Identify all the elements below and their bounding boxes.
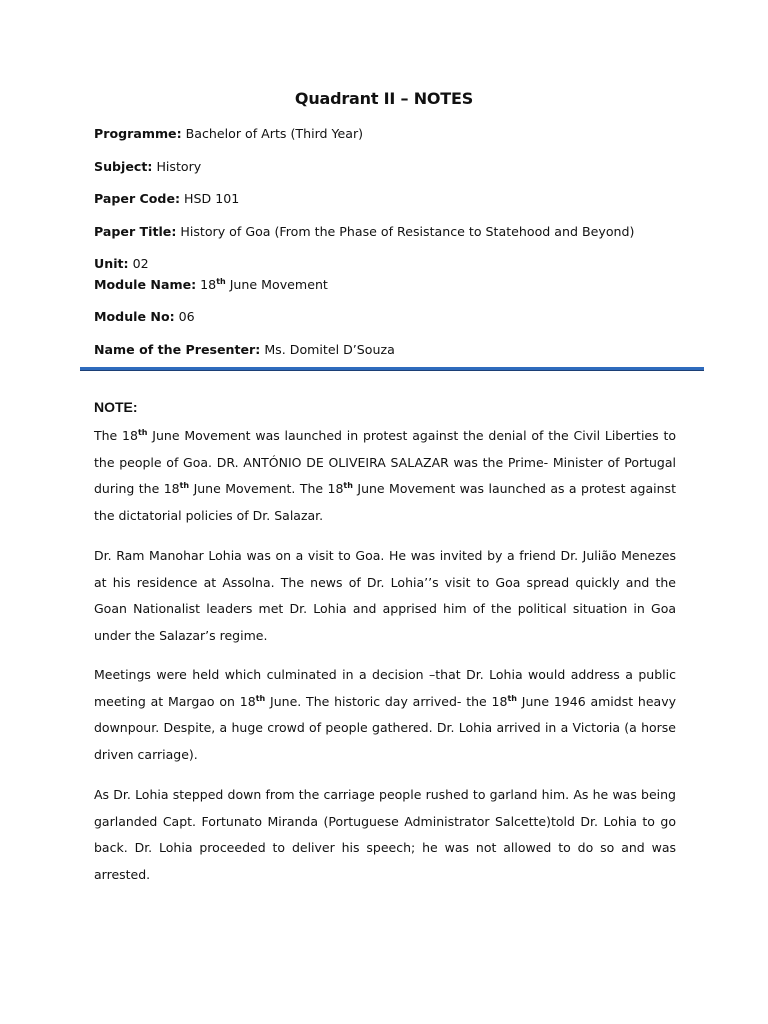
unit-value: 02 bbox=[128, 256, 149, 271]
paragraph-3-part-c: June 1946 amidst heavy downpour. Despite, a huge crowd of people gathered. Dr. Lohia arrived in a Victoria (a horse driven carriage). bbox=[94, 693, 676, 763]
paper-title-field bbox=[94, 224, 634, 239]
paragraph-1-part-c: June Movement. The 18 bbox=[189, 481, 344, 497]
programme-label: Programme: bbox=[94, 126, 182, 141]
subject-label: Subject: bbox=[94, 159, 153, 174]
paragraph-3-part-b: June. The historic day arrived- the 18 bbox=[265, 693, 508, 709]
paragraph-1-part-a: The 18 bbox=[94, 428, 138, 443]
ordinal-superscript: th bbox=[507, 693, 517, 703]
paragraph-2: Dr. Ram Manohar Lohia was on a visit to Goa. He was invited by a friend Dr. Julião Menezes at his residence at Assolna. The news of Dr. Lohia’’s visit to Goa spread quickly and the Goan Nationalist leaders met Dr. Lohia and apprised him of the political situation in Goa under the Salazar’s regime. bbox=[94, 548, 676, 644]
presenter-value: Ms. Domitel D’Souza bbox=[260, 342, 395, 357]
subject-value: History bbox=[152, 159, 202, 174]
note-heading: NOTE: bbox=[94, 399, 138, 415]
ordinal-superscript: th bbox=[343, 481, 353, 491]
module-no-value: 06 bbox=[174, 309, 195, 324]
paper-code-value: HSD 101 bbox=[180, 191, 240, 206]
paragraph-1 bbox=[94, 423, 676, 530]
subject-field bbox=[94, 159, 201, 174]
paragraph-1-part-d: June Movement was launched as a protest against the dictatorial policies of Dr. Salazar. bbox=[94, 481, 676, 524]
module-name-label: Module Name: bbox=[94, 277, 197, 292]
paper-code-label: Paper Code: bbox=[94, 191, 181, 206]
unit-label: Unit: bbox=[94, 256, 129, 271]
presenter-label: Name of the Presenter: bbox=[94, 342, 261, 357]
paper-code-field bbox=[94, 191, 239, 206]
paragraph-4: As Dr. Lohia stepped down from the carriage people rushed to garland him. As he was being garlanded Capt. Fortunato Miranda (Portuguese Administrator Salcette)told Dr. Lohia to go back. Dr. Lohia proceeded to deliver his speech; he was not allowed to do so and was arrested. bbox=[94, 787, 676, 883]
divider-line bbox=[80, 367, 704, 371]
programme-field bbox=[94, 126, 363, 141]
paragraph-3 bbox=[94, 662, 676, 769]
paragraph-1-part-b: June Movement was launched in protest against the denial of the Civil Liberties to the people of Goa. DR. ANTÓNIO DE OLIVEIRA SALAZAR was the Prime- Minister of Portugal during the 18 bbox=[94, 428, 676, 497]
module-name-value-number: 18 bbox=[196, 277, 217, 292]
ordinal-superscript: th bbox=[179, 481, 190, 491]
programme-value: Bachelor of Arts (Third Year) bbox=[181, 126, 364, 141]
module-no-field bbox=[94, 309, 195, 324]
module-name-field bbox=[94, 277, 328, 292]
module-no-label: Module No: bbox=[94, 309, 175, 324]
ordinal-superscript: th bbox=[137, 428, 148, 437]
module-name-ordinal: th bbox=[216, 277, 226, 286]
ordinal-superscript: th bbox=[255, 693, 266, 703]
paper-title-value: History of Goa (From the Phase of Resistance to Statehood and Beyond) bbox=[176, 224, 635, 239]
module-name-value-text: June Movement bbox=[225, 277, 328, 292]
paragraph-3-part-a: Meetings were held which culminated in a decision –that Dr. Lohia would address a public meeting at Margao on 18 bbox=[94, 667, 676, 709]
paper-title-label: Paper Title: bbox=[94, 224, 177, 239]
unit-field bbox=[94, 256, 149, 271]
presenter-field bbox=[94, 342, 395, 357]
page-title: Quadrant II – NOTES bbox=[294, 89, 474, 108]
